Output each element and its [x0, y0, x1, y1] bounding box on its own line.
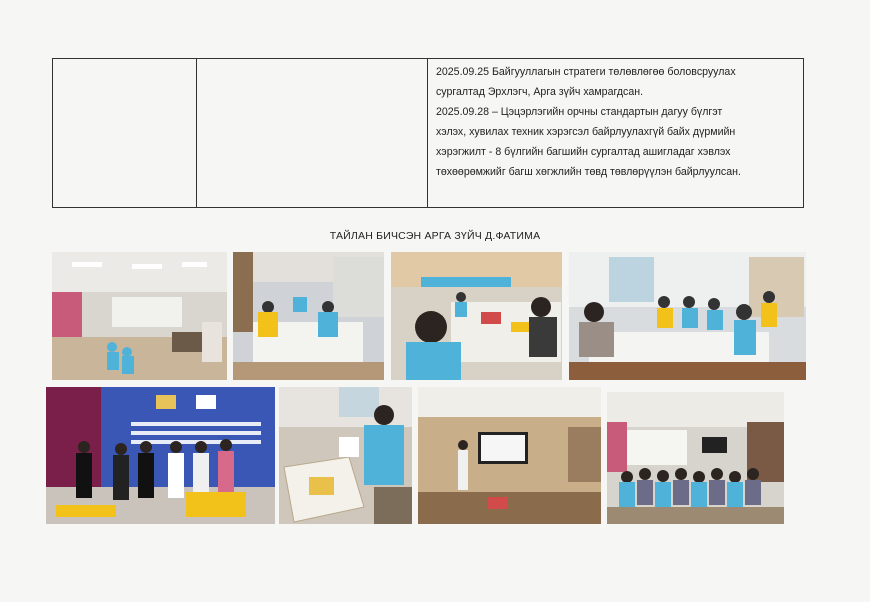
activity-line: хэрэгжилт - 8 бүлгийн багшийн сургалтад ашигладаг хэвлэх	[436, 146, 731, 158]
photo-presentation	[418, 387, 601, 524]
table-cell-empty-2	[197, 59, 428, 207]
activity-line: 2025.09.25 Байгууллагын стратеги төлөвлөгөө боловсруулах	[436, 66, 736, 78]
activity-line: сургалтад Эрхлэгч, Арга зүйч хамрагдсан.	[436, 86, 644, 98]
activity-line: төхөөрөмжийг багш хөгжлийн төвд төвлөрүүлэн байрлуулсан.	[436, 166, 741, 178]
table-cell-activities	[428, 59, 803, 207]
photo-audience	[607, 392, 784, 524]
photo-caption: ТАЙЛАН БИЧСЭН АРГА ЗҮЙЧ Д.ФАТИМА	[329, 230, 541, 242]
photo-classroom-wide	[52, 252, 227, 380]
activity-line: хэлэх, хувилах техник хэрэгсэл байрлуулахгүй байх дүрмийн	[436, 126, 736, 138]
photo-woman-glasses	[391, 252, 562, 380]
photo-group-meeting	[569, 252, 806, 380]
report-table	[52, 58, 804, 208]
photo-teachers-table	[233, 252, 384, 380]
photo-award-ceremony	[46, 387, 275, 524]
activity-text	[436, 62, 797, 182]
table-cell-empty-1	[53, 59, 197, 207]
activity-line: 2025.09.28 – Цэцэрлэгийн орчны стандартын дагуу бүлгэт	[436, 106, 723, 118]
photo-packing-boxes	[279, 387, 412, 524]
